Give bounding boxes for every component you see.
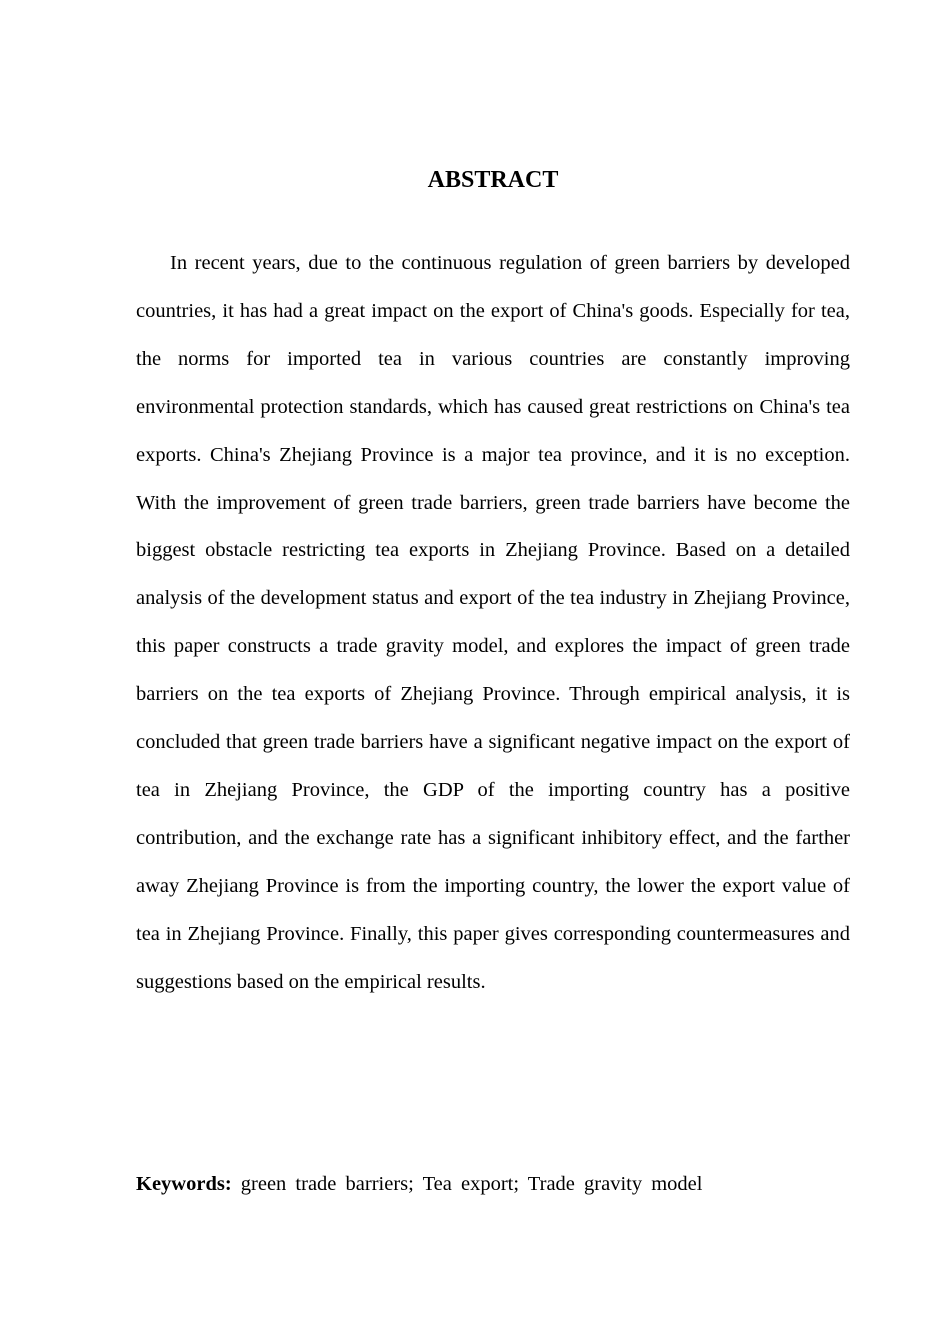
keywords-label: Keywords:	[136, 1173, 232, 1195]
abstract-title: ABSTRACT	[427, 167, 559, 193]
keywords-line	[136, 1168, 850, 1200]
keywords-text: green trade barriers; Tea export; Trade gravity model	[240, 1173, 703, 1195]
abstract-body: In recent years, due to the continuous regulation of green barriers by developed countries, it has had a great impact on the export of China's goods. Especially for tea, the norms for imported tea in various countries are constantly improving environmental protection standards, which has caused great restrictions on China's tea exports. China's Zhejiang Province is a major tea province, and it is no exception. With the improvement of green trade barriers, green trade barriers have become the biggest obstacle restricting tea exports in Zhejiang Province. Based on a detailed analysis of the development status and export of the tea industry in Zhejiang Province, this paper constructs a trade gravity model, and explores the impact of green trade barriers on the tea exports of Zhejiang Province. Through empirical analysis, it is concluded that green trade barriers have a significant negative impact on the export of tea in Zhejiang Province, the GDP of the importing country has a positive contribution, and the exchange rate has a significant inhibitory effect, and the farther away Zhejiang Province is from the importing country, the lower the export value of tea in Zhejiang Province. Finally, this paper gives corresponding countermeasures and suggestions based on the empirical results.	[136, 252, 850, 993]
